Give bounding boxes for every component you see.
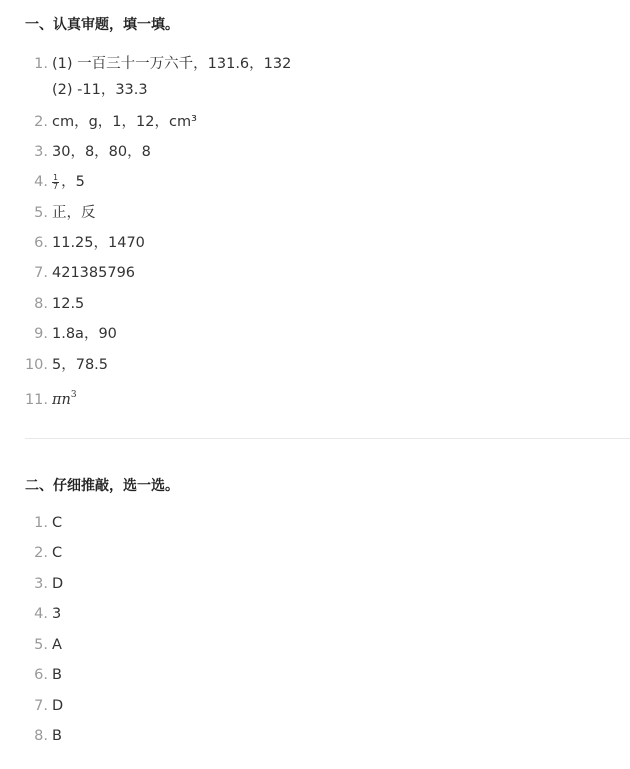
item-answer: 正，反 (52, 205, 96, 221)
item-answer: B (52, 728, 62, 744)
item-number: 4. (34, 606, 48, 622)
list-item (0, 295, 84, 313)
item-number: 8. (34, 728, 48, 744)
list-item (0, 727, 62, 745)
item-answer: 421385796 (52, 265, 136, 281)
item-number: 7. (34, 265, 48, 281)
item-answer: 12.5 (52, 296, 85, 312)
list-item (0, 143, 151, 161)
item-answer: (1) 一百三十一万六千，131.6，132 (52, 56, 292, 72)
item-number: 2. (34, 545, 48, 561)
item-number: 8. (34, 296, 48, 312)
item-answer: D (52, 698, 64, 714)
item-answer: 5，78.5 (52, 357, 109, 373)
item-answer (52, 173, 85, 191)
item-answer: 30，8，80，8 (52, 144, 151, 160)
item-number: 9. (34, 326, 48, 342)
section1-title: 一、认真审题，填一填。 (25, 17, 179, 33)
item-number: 1. (34, 515, 48, 531)
item-answer: C (52, 545, 63, 561)
math-expression (52, 386, 77, 409)
list-item (0, 514, 62, 532)
list-item (0, 605, 61, 623)
section2-title: 二、仔细推敲，选一选。 (25, 478, 179, 494)
list-item (0, 113, 197, 131)
list-item (0, 575, 63, 593)
list-item (0, 666, 62, 684)
item-answer: 11.25，1470 (52, 235, 145, 251)
list-item (0, 356, 108, 374)
item-number: 2. (34, 114, 48, 130)
list-item (0, 173, 85, 191)
item-number: 1. (34, 56, 48, 72)
fraction-numerator: 1 (53, 172, 59, 182)
list-item (0, 55, 291, 73)
list-item (0, 204, 96, 222)
item-number: 11. (24, 392, 48, 408)
item-number: 3. (34, 576, 48, 592)
list-item (0, 697, 63, 715)
item-number: 7. (34, 698, 48, 714)
item-number: 5. (34, 205, 48, 221)
item-answer: C (52, 515, 63, 531)
item-number: 4. (34, 174, 48, 190)
item-number: 10. (24, 357, 48, 373)
math-exponent: 3 (70, 390, 77, 400)
item-number: 6. (34, 235, 48, 251)
list-item (0, 636, 62, 654)
item-answer: cm，g，1，12，cm³ (52, 114, 197, 130)
list-item (0, 264, 135, 282)
item-number: 6. (34, 667, 48, 683)
item-answer: A (52, 637, 62, 653)
math-base: πn (52, 392, 71, 408)
item-answer: B (52, 667, 62, 683)
item-answer: 3 (52, 606, 62, 622)
item-answer: D (52, 576, 64, 592)
item-answer-text: ，5 (61, 174, 85, 190)
section-divider (25, 438, 630, 439)
list-item (0, 234, 145, 252)
list-item (0, 544, 62, 562)
item-number: 3. (34, 144, 48, 160)
item-sub-answer: (2) -11，33.3 (52, 82, 148, 98)
item-answer: 1.8a，90 (52, 326, 117, 342)
item-number: 5. (34, 637, 48, 653)
list-item (0, 386, 77, 409)
fraction (52, 174, 59, 191)
list-item (0, 325, 117, 343)
fraction-denominator: 7 (53, 181, 59, 191)
